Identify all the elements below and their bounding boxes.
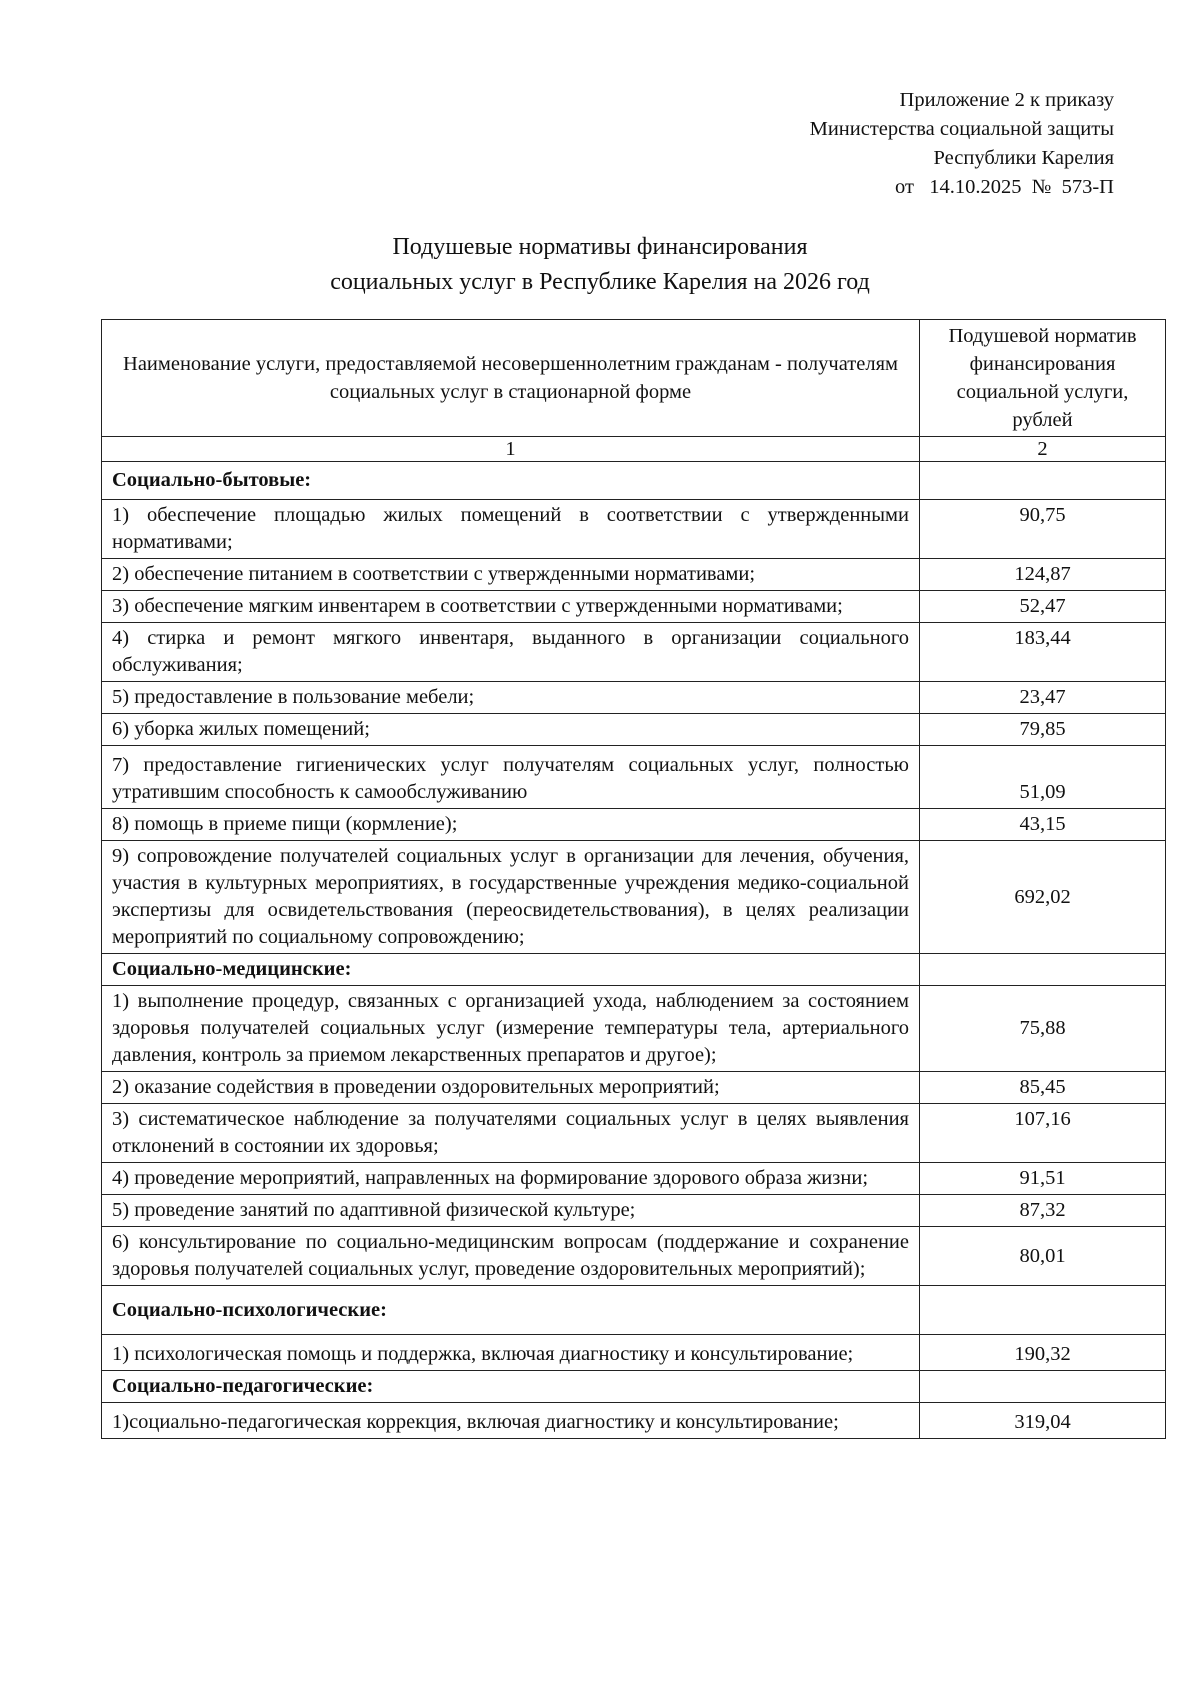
section-row-household	[102, 462, 1166, 500]
norm-value: 692,02	[920, 841, 1166, 954]
service-name: 7) предоставление гигиенических услуг получателям социальных услуг, полностью утратившим способность к самообслуживанию	[102, 746, 920, 809]
service-name: 2) обеспечение питанием в соответствии с утвержденными нормативами;	[102, 559, 920, 591]
table-row	[102, 682, 1166, 714]
norm-value: 51,09	[920, 746, 1166, 809]
table-row	[102, 623, 1166, 682]
norm-value: 75,88	[920, 986, 1166, 1072]
table-row	[102, 559, 1166, 591]
table-row	[102, 841, 1166, 954]
service-name: 3) обеспечение мягким инвентарем в соответствии с утвержденными нормативами;	[102, 591, 920, 623]
title-line-1: Подушевые нормативы финансирования	[392, 234, 808, 260]
service-name: 1)социально-педагогическая коррекция, включая диагностику и консультирование;	[102, 1403, 920, 1439]
service-name: 1) выполнение процедур, связанных с организацией ухода, наблюдением за состоянием здоровья получателей социальных услуг (измерение температуры тела, артериального давления, контроль за приемом лекарственных препаратов и другое);	[102, 986, 920, 1072]
table-row	[102, 746, 1166, 809]
service-name: 4) проведение мероприятий, направленных на формирование здорового образа жизни;	[102, 1163, 920, 1195]
norm-value: 87,32	[920, 1195, 1166, 1227]
norm-value: 52,47	[920, 591, 1166, 623]
norm-value: 107,16	[920, 1104, 1166, 1163]
section-title: Социально-психологические:	[102, 1286, 920, 1335]
service-name: 8) помощь в приеме пищи (кормление);	[102, 809, 920, 841]
table-row	[102, 1195, 1166, 1227]
column-header-norm-value: Подушевой норматив финансирования социальной услуги, рублей	[920, 320, 1166, 437]
empty-cell	[920, 1286, 1166, 1335]
table-row	[102, 714, 1166, 746]
service-name: 1) психологическая помощь и поддержка, включая диагностику и консультирование;	[102, 1335, 920, 1371]
column-number-1: 1	[102, 437, 920, 462]
section-row-psychological	[102, 1286, 1166, 1335]
table-row	[102, 500, 1166, 559]
service-name: 6) консультирование по социально-медицинским вопросам (поддержание и сохранение здоровья получателей социальных услуг, проведение оздоровительных мероприятий);	[102, 1227, 920, 1286]
table-header-row	[102, 320, 1166, 437]
table-row	[102, 1227, 1166, 1286]
service-name: 4) стирка и ремонт мягкого инвентаря, выданного в организации социального обслуживания;	[102, 623, 920, 682]
service-name: 3) систематическое наблюдение за получателями социальных услуг в целях выявления отклонений в состоянии их здоровья;	[102, 1104, 920, 1163]
norm-value: 124,87	[920, 559, 1166, 591]
empty-cell	[920, 462, 1166, 500]
norm-value: 23,47	[920, 682, 1166, 714]
norm-value: 85,45	[920, 1072, 1166, 1104]
table-row	[102, 1335, 1166, 1371]
section-title: Социально-педагогические:	[102, 1371, 920, 1403]
order-date-number-line: от 14.10.2025 № 573-П	[894, 176, 1114, 198]
empty-cell	[920, 1371, 1166, 1403]
service-name: 9) сопровождение получателей социальных услуг в организации для лечения, обучения, участия в культурных мероприятиях, в государственные учреждения медико-социальной экспертизы для освидетельствования (переосвидетельствования), в целях реализации мероприятий по социальному сопровождению;	[102, 841, 920, 954]
service-name: 5) проведение занятий по адаптивной физической культуре;	[102, 1195, 920, 1227]
appendix-line: Приложение 2 к приказу	[899, 89, 1114, 111]
service-name: 2) оказание содействия в проведении оздоровительных мероприятий;	[102, 1072, 920, 1104]
norm-value: 183,44	[920, 623, 1166, 682]
order-reference-block	[714, 86, 1114, 202]
empty-cell	[920, 954, 1166, 986]
norm-value: 319,04	[920, 1403, 1166, 1439]
republic-line: Республики Карелия	[933, 147, 1114, 169]
table-row	[102, 809, 1166, 841]
title-line-2: социальных услуг в Республике Карелия на 2026 год	[330, 269, 870, 295]
table-row	[102, 1163, 1166, 1195]
norm-value: 80,01	[920, 1227, 1166, 1286]
norm-value: 90,75	[920, 500, 1166, 559]
service-name: 6) уборка жилых помещений;	[102, 714, 920, 746]
section-row-medical	[102, 954, 1166, 986]
financing-norms-table	[101, 319, 1166, 1439]
column-header-service-name: Наименование услуги, предоставляемой несовершеннолетним гражданам - получателям социальных услуг в стационарной форме	[102, 320, 920, 437]
column-number-row	[102, 437, 1166, 462]
norm-value: 91,51	[920, 1163, 1166, 1195]
table-row	[102, 1403, 1166, 1439]
service-name: 1) обеспечение площадью жилых помещений в соответствии с утвержденными нормативами;	[102, 500, 920, 559]
document-title	[0, 230, 1200, 300]
service-name: 5) предоставление в пользование мебели;	[102, 682, 920, 714]
norm-value: 190,32	[920, 1335, 1166, 1371]
table-row	[102, 1104, 1166, 1163]
ministry-line: Министерства социальной защиты	[809, 118, 1114, 140]
column-number-2: 2	[920, 437, 1166, 462]
section-title: Социально-медицинские:	[102, 954, 920, 986]
norm-value: 43,15	[920, 809, 1166, 841]
norm-value: 79,85	[920, 714, 1166, 746]
table-row	[102, 986, 1166, 1072]
section-row-pedagogical	[102, 1371, 1166, 1403]
section-title: Социально-бытовые:	[102, 462, 920, 500]
table-row	[102, 591, 1166, 623]
table-row	[102, 1072, 1166, 1104]
